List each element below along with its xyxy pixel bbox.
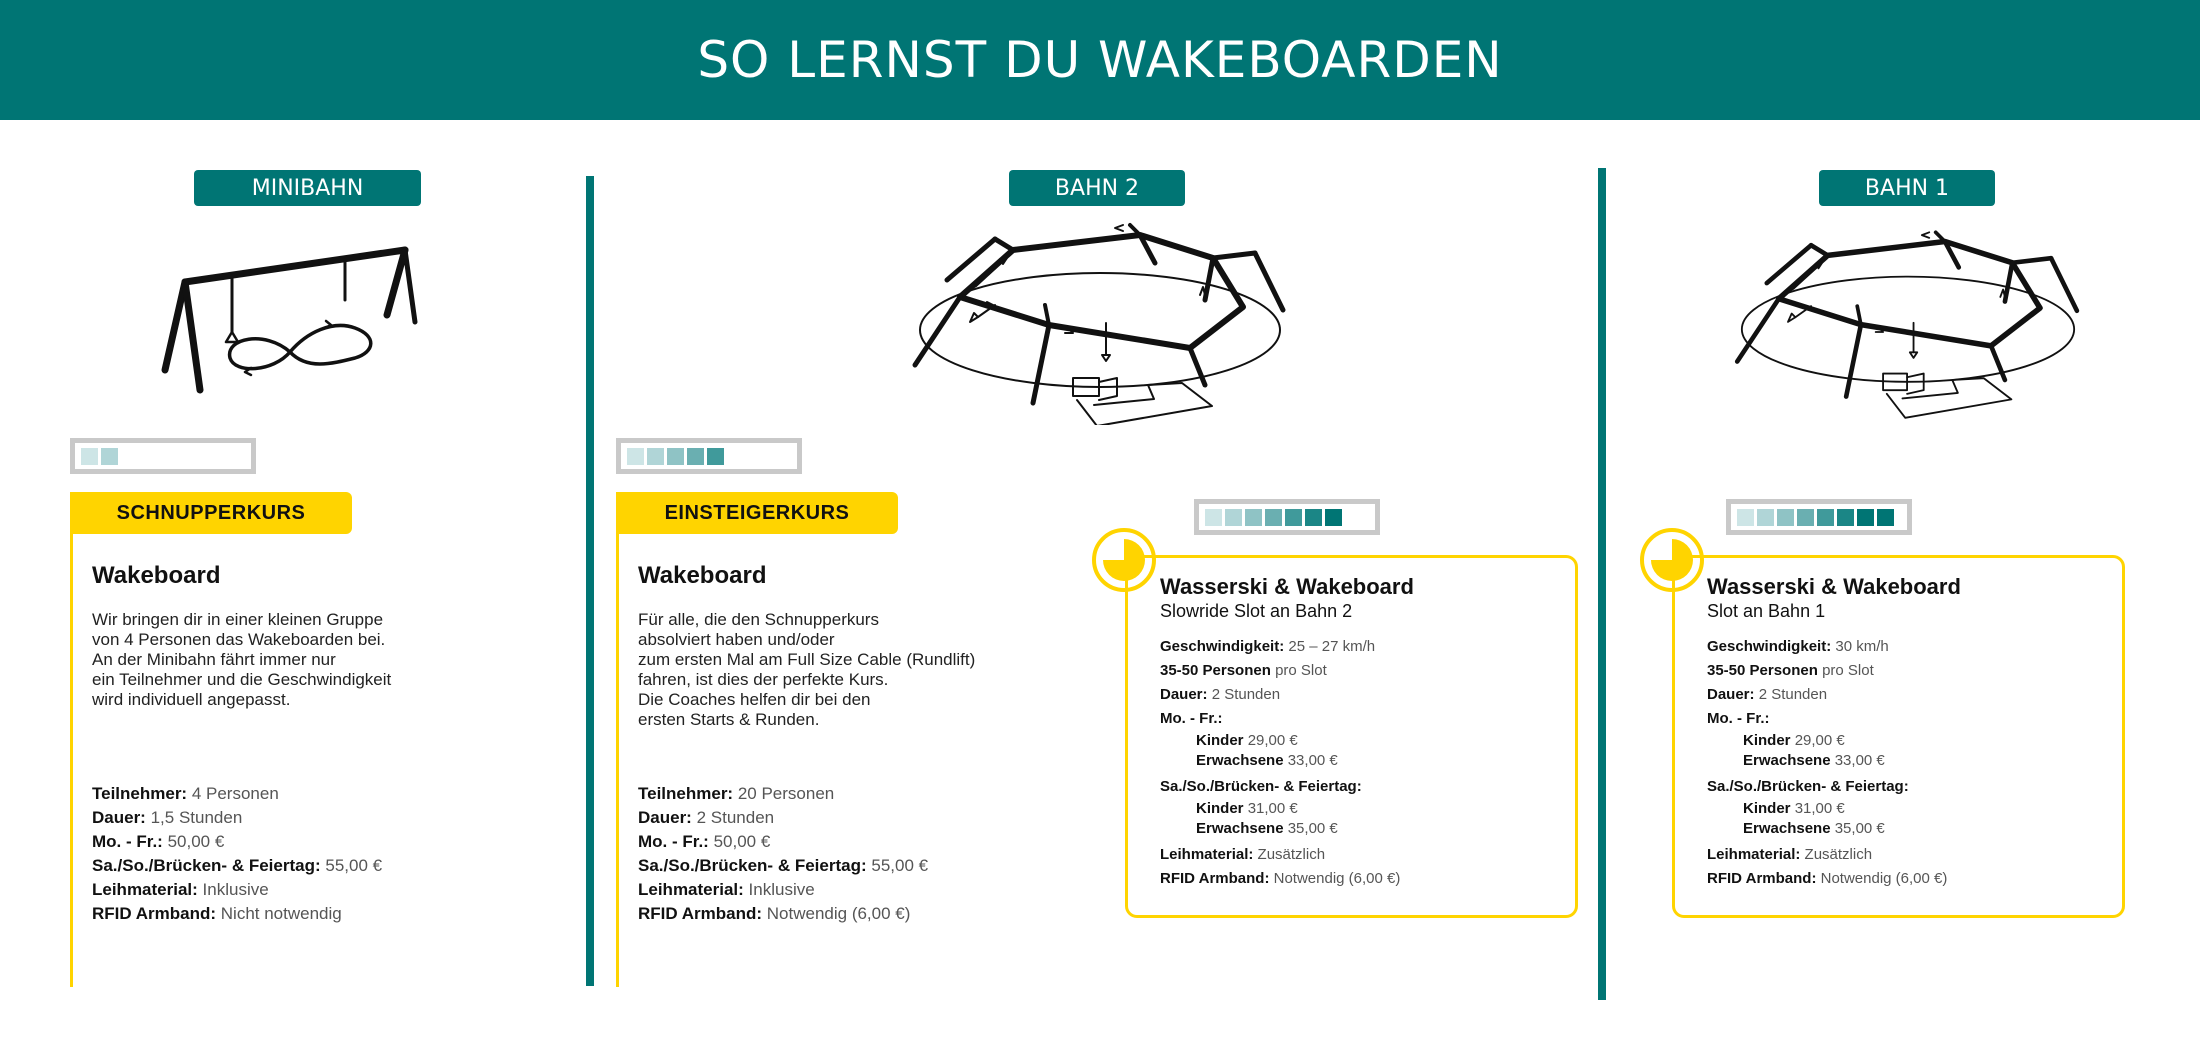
column-divider: [586, 176, 594, 986]
fact-duration: Dauer: 1,5 Stunden: [92, 808, 243, 827]
level-square: [1777, 509, 1794, 526]
slot-duration: Dauer: 2 Stunden: [1707, 686, 1828, 703]
course-tag-einsteigerkurs: EINSTEIGERKURS: [616, 492, 898, 534]
fact-duration: Dauer: 2 Stunden: [638, 808, 775, 827]
lane-badge-minibahn: MINIBAHN: [194, 170, 421, 206]
slot-title: Wasserski & Wakeboard: [1160, 574, 1414, 599]
level-indicator-slot-bahn-1: [1726, 499, 1912, 535]
level-square: [1857, 509, 1874, 526]
slot-weekend-adults: Erwachsene 35,00 €: [1196, 820, 1338, 837]
course-title: Wakeboard: [92, 562, 221, 589]
fact-rfid: RFID Armband: Nicht notwendig: [92, 904, 342, 923]
slot-subtitle: Slowride Slot an Bahn 2: [1160, 601, 1353, 621]
level-square: [81, 448, 98, 465]
slot-rfid: RFID Armband: Notwendig (6,00 €): [1160, 870, 1401, 887]
slot-weekend-kids: Kinder 31,00 €: [1743, 800, 1845, 817]
slot-weekend-kids: Kinder 31,00 €: [1196, 800, 1298, 817]
slot-speed: Geschwindigkeit: 25 – 27 km/h: [1160, 638, 1376, 655]
column-divider: [1598, 168, 1606, 1000]
fullsize-cable-icon: [905, 215, 1295, 425]
level-square: [687, 448, 704, 465]
level-square: [1797, 509, 1814, 526]
level-square: [1837, 509, 1854, 526]
slot-rental: Leihmaterial: Zusätzlich: [1707, 846, 1873, 863]
level-square: [1325, 509, 1342, 526]
slot-weekday-kids: Kinder 29,00 €: [1743, 732, 1845, 749]
fact-weekday-price: Mo. - Fr.: 50,00 €: [638, 832, 771, 851]
slot-weekday: Mo. - Fr.:: [1707, 710, 1770, 727]
level-square: [1205, 509, 1222, 526]
fact-participants: Teilnehmer: 4 Personen: [92, 784, 279, 803]
slot-weekday-adults: Erwachsene 33,00 €: [1743, 752, 1885, 769]
fullsize-cable-icon: [1728, 220, 2088, 420]
course-description: Wir bringen dir in einer kleinen Gruppe von 4 Personen das Wakeboarden bei. An der Minibahn fährt immer nur ein Teilnehmer und die Geschwindigkeit wird individuell angepasst.: [92, 610, 392, 709]
level-square: [101, 448, 118, 465]
level-square: [1265, 509, 1282, 526]
level-square: [1245, 509, 1262, 526]
level-indicator-einsteigerkurs: [616, 438, 802, 474]
slot-rfid: RFID Armband: Notwendig (6,00 €): [1707, 870, 1948, 887]
slot-weekday: Mo. - Fr.:: [1160, 710, 1223, 727]
level-indicator-schnupperkurs: [70, 438, 256, 474]
page-header: [0, 0, 2200, 120]
course-einsteigerkurs: [638, 562, 1078, 730]
slot-card-bahn-1: [1672, 555, 2125, 918]
course-schnupperkurs: [92, 562, 522, 710]
level-square: [1305, 509, 1322, 526]
course-facts-schnupperkurs: [92, 782, 542, 926]
level-square: [1285, 509, 1302, 526]
minibahn-cable-icon: [155, 240, 425, 400]
level-square: [647, 448, 664, 465]
fact-rental: Leihmaterial: Inklusive: [638, 880, 815, 899]
course-facts-einsteigerkurs: [638, 782, 1088, 926]
level-square: [1817, 509, 1834, 526]
slot-weekend: Sa./So./Brücken- & Feiertag:: [1160, 778, 1362, 795]
slot-speed: Geschwindigkeit: 30 km/h: [1707, 638, 1889, 655]
slot-weekend: Sa./So./Brücken- & Feiertag:: [1707, 778, 1909, 795]
slot-title: Wasserski & Wakeboard: [1707, 574, 1961, 599]
course-tag-schnupperkurs: SCHNUPPERKURS: [70, 492, 352, 534]
fact-weekend-price: Sa./So./Brücken- & Feiertag: 55,00 €: [92, 856, 383, 875]
level-indicator-slot-bahn-2: [1194, 499, 1380, 535]
slot-weekend-adults: Erwachsene 35,00 €: [1743, 820, 1885, 837]
course-accent-line: [70, 532, 73, 987]
fact-rental: Leihmaterial: Inklusive: [92, 880, 269, 899]
course-accent-line: [616, 532, 619, 987]
fact-weekend-price: Sa./So./Brücken- & Feiertag: 55,00 €: [638, 856, 929, 875]
fact-rfid: RFID Armband: Notwendig (6,00 €): [638, 904, 911, 923]
level-square: [1877, 509, 1894, 526]
page-title: SO LERNST DU WAKEBOARDEN: [697, 31, 1503, 89]
course-description: Für alle, die den Schnupperkurs absolviert haben und/oder zum ersten Mal am Full Size Cable (Rundlift) fahren, ist dies der perfekte Kurs. Die Coaches helfen dir bei den ersten Starts & Runden.: [638, 610, 976, 729]
lane-badge-bahn-2: BAHN 2: [1009, 170, 1185, 206]
slot-rental: Leihmaterial: Zusätzlich: [1160, 846, 1326, 863]
level-square: [667, 448, 684, 465]
level-square: [1225, 509, 1242, 526]
slot-card-bahn-2: [1125, 555, 1578, 918]
slot-weekday-kids: Kinder 29,00 €: [1196, 732, 1298, 749]
slot-persons: 35-50 Personen pro Slot: [1707, 662, 1874, 679]
slot-duration: Dauer: 2 Stunden: [1160, 686, 1281, 703]
slot-weekday-adults: Erwachsene 33,00 €: [1196, 752, 1338, 769]
slot-subtitle: Slot an Bahn 1: [1707, 601, 1826, 621]
level-square: [1737, 509, 1754, 526]
fact-weekday-price: Mo. - Fr.: 50,00 €: [92, 832, 225, 851]
course-title: Wakeboard: [638, 562, 767, 589]
level-square: [1757, 509, 1774, 526]
lane-badge-bahn-1: BAHN 1: [1819, 170, 1995, 206]
slot-persons: 35-50 Personen pro Slot: [1160, 662, 1327, 679]
level-square: [707, 448, 724, 465]
fact-participants: Teilnehmer: 20 Personen: [638, 784, 835, 803]
level-square: [627, 448, 644, 465]
